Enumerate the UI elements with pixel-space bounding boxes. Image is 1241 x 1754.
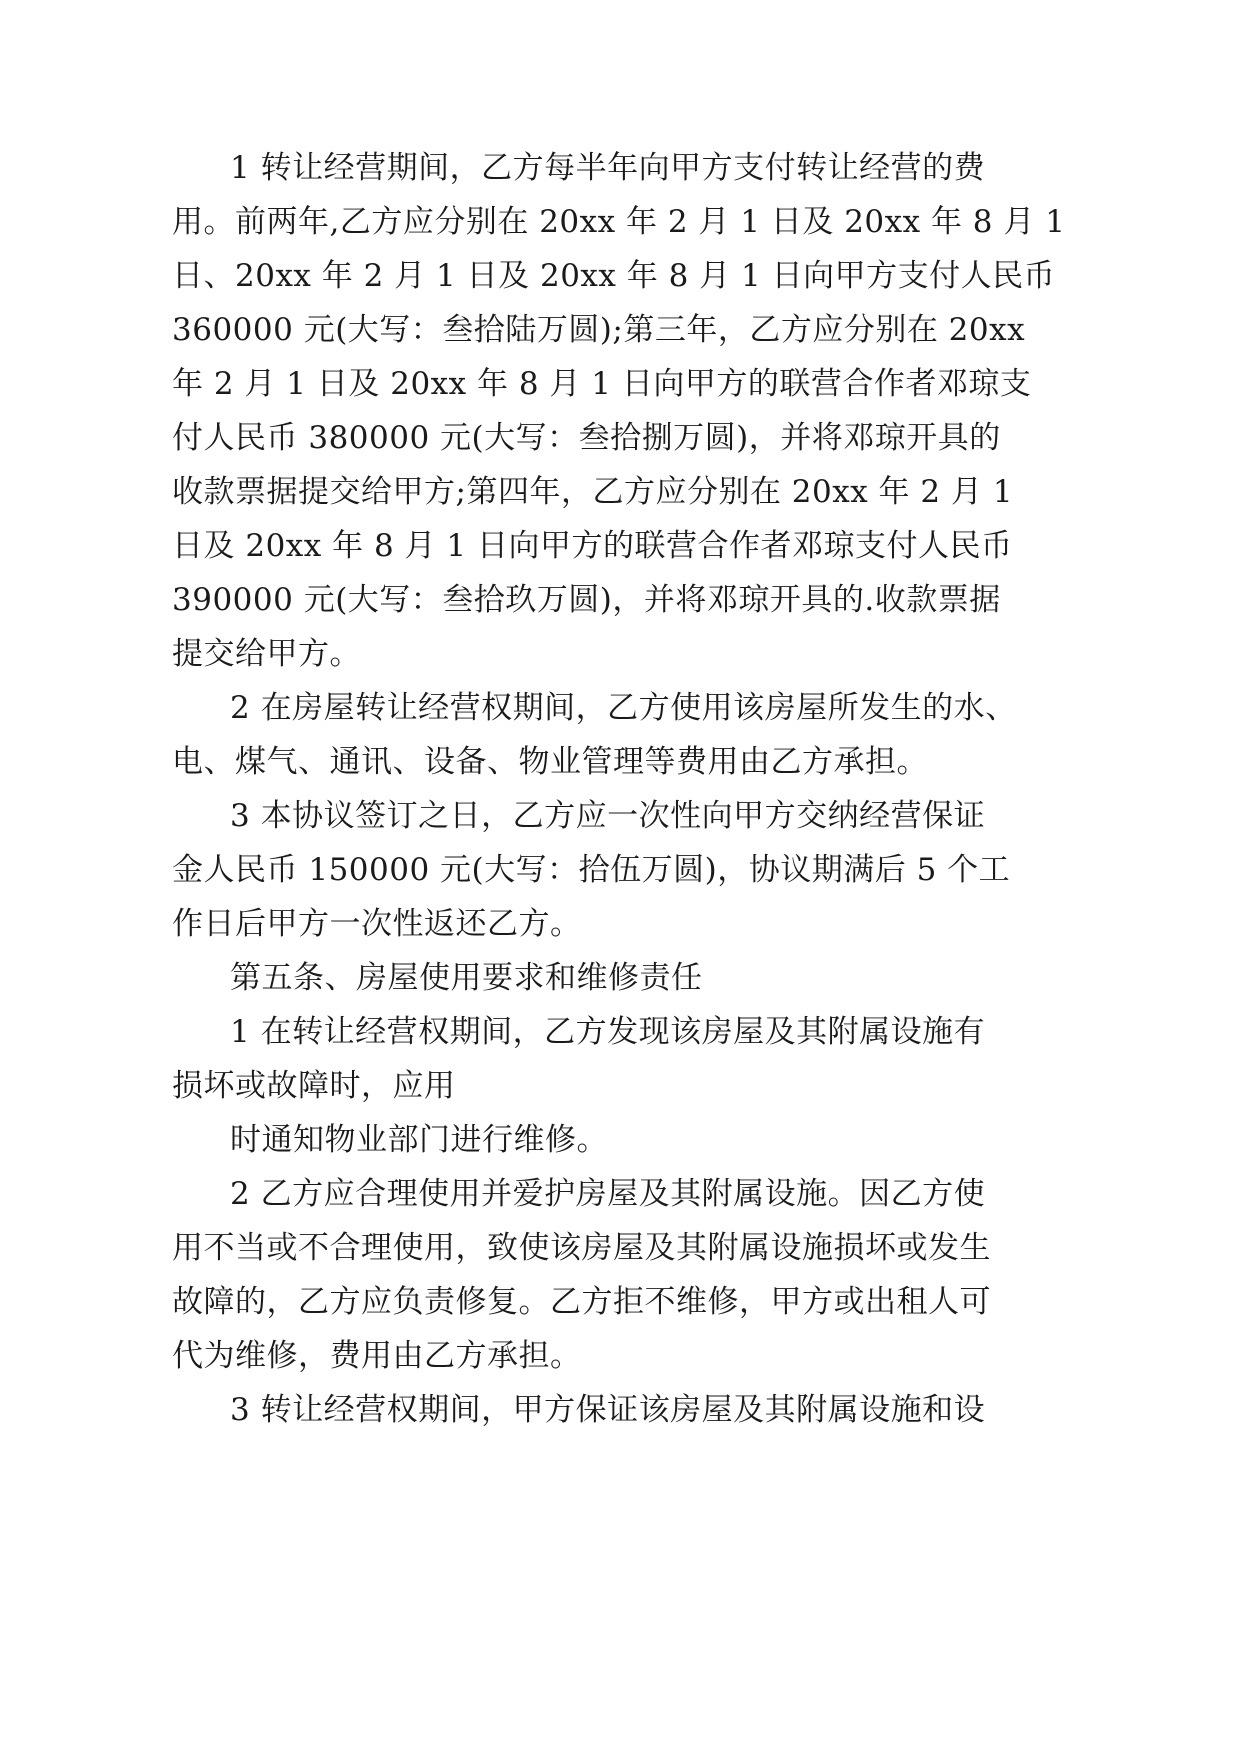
text-line: 年 2 月 1 日及 20xx 年 8 月 1 日向甲方的联营合作者邓琼支 [172,366,1032,402]
text-line: 故障的，乙方应负责修复。乙方拒不维修，甲方或出租人可 [172,1284,991,1320]
text-line: 2 在房屋转让经营权期间，乙方使用该房屋所发生的水、 [230,690,1017,726]
text-line: 用。前两年,乙方应分别在 20xx 年 2 月 1 日及 20xx 年 8 月 1 [172,204,1066,240]
text-line: 代为维修，费用由乙方承担。 [172,1338,582,1374]
text-line: 损坏或故障时，应用 [172,1068,456,1104]
text-line: 3 转让经营权期间，甲方保证该房屋及其附属设施和设 [230,1392,986,1428]
text-line: 360000 元(大写：叁拾陆万圆);第三年，乙方应分别在 20xx [172,312,1026,348]
text-line: 日及 20xx 年 8 月 1 日向甲方的联营合作者邓琼支付人民币 [172,528,1013,564]
text-line: 390000 元(大写：叁拾玖万圆)，并将邓琼开具的.收款票据 [172,582,1001,618]
section-heading: 第五条、房屋使用要求和维修责任 [230,960,703,996]
text-line: 3 本协议签订之日，乙方应一次性向甲方交纳经营保证 [230,798,986,834]
text-line: 金人民币 150000 元(大写：拾伍万圆)，协议期满后 5 个工 [172,852,1011,888]
text-line: 1 在转让经营权期间，乙方发现该房屋及其附属设施有 [230,1014,986,1050]
text-line: 提交给甲方。 [172,636,361,672]
text-line: 时通知物业部门进行维修。 [230,1122,608,1158]
text-line: 收款票据提交给甲方;第四年，乙方应分别在 20xx 年 2 月 1 [172,474,1014,510]
text-line: 2 乙方应合理使用并爱护房屋及其附属设施。因乙方使 [230,1176,986,1212]
text-line: 日、20xx 年 2 月 1 日及 20xx 年 8 月 1 日向甲方支付人民币 [172,258,1056,294]
text-line: 1 转让经营期间，乙方每半年向甲方支付转让经营的费 [230,150,986,186]
text-line: 付人民币 380000 元(大写：叁拾捌万圆)，并将邓琼开具的 [172,420,1001,456]
text-line: 用不当或不合理使用，致使该房屋及其附属设施损坏或发生 [172,1230,991,1266]
text-line: 作日后甲方一次性返还乙方。 [172,906,582,942]
text-line: 电、煤气、通讯、设备、物业管理等费用由乙方承担。 [172,744,928,780]
